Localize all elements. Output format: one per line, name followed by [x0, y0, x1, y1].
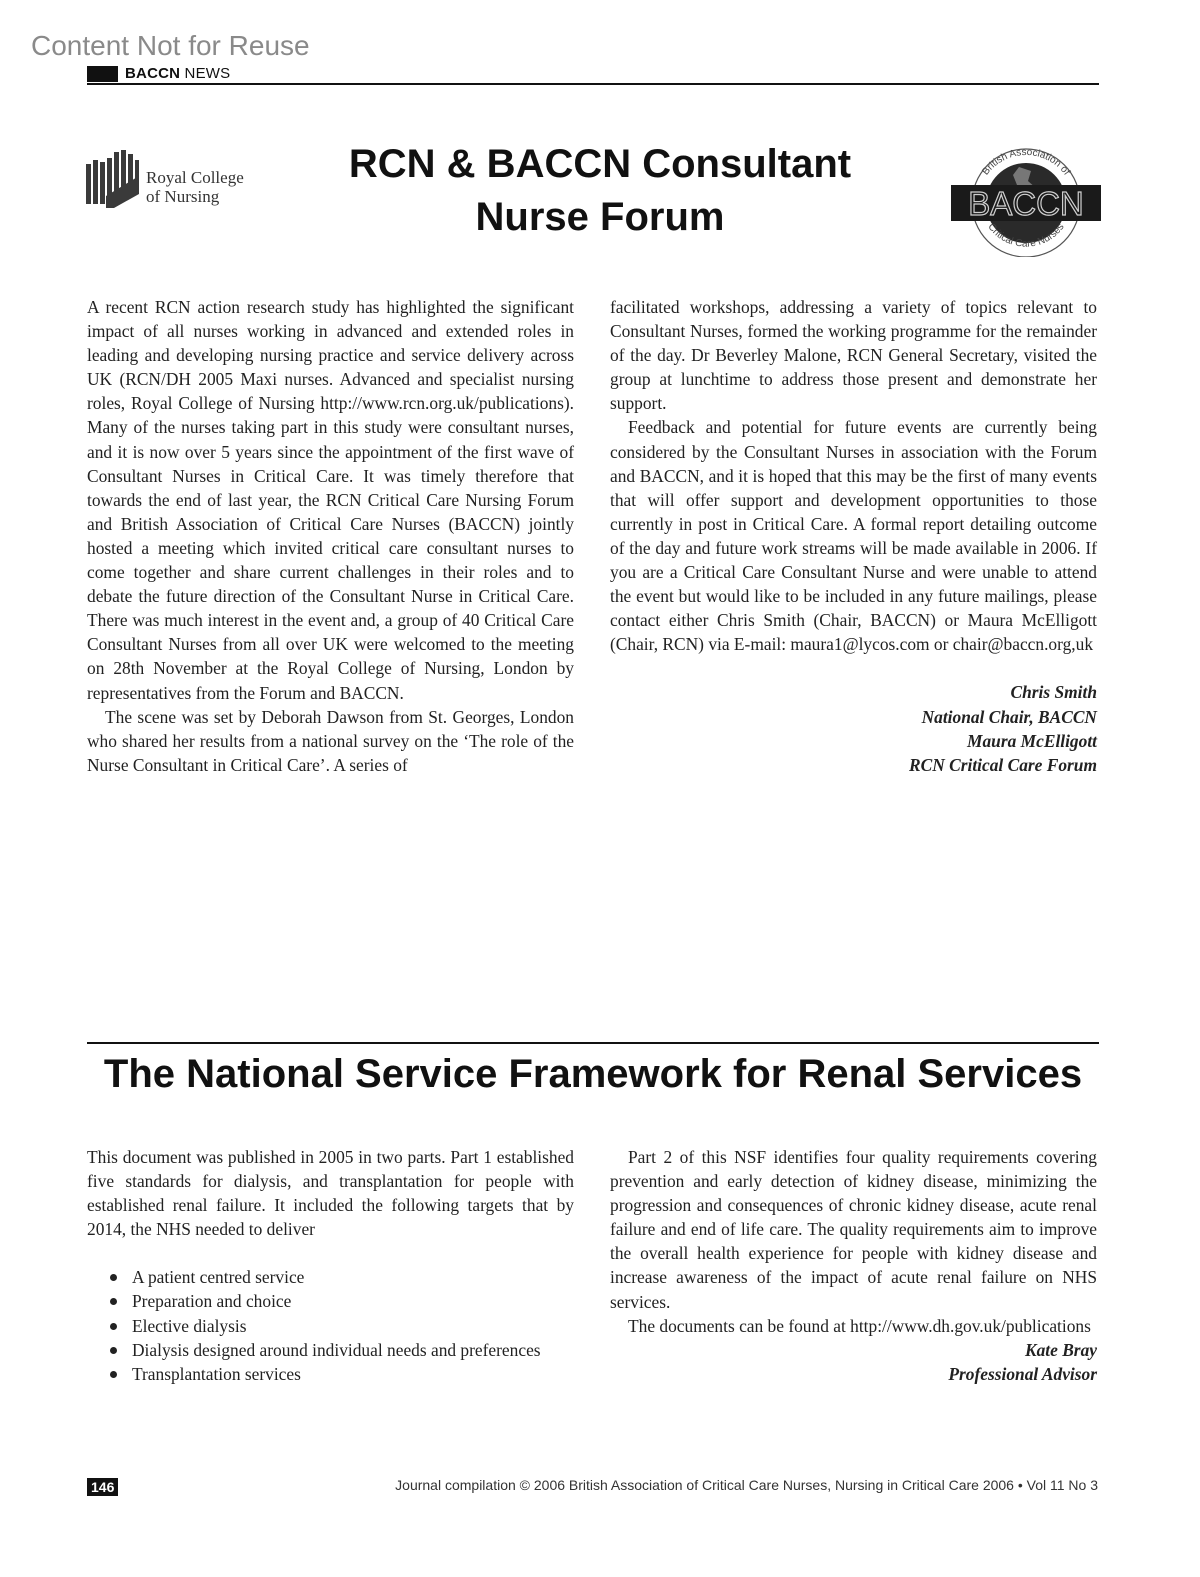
- list-item: A patient centred service: [132, 1265, 574, 1289]
- watermark: Content Not for Reuse: [31, 30, 310, 61]
- rcn-logo-text: Royal College of Nursing: [146, 168, 244, 206]
- article2-column-right: [610, 1145, 1097, 1386]
- paragraph: A recent RCN action research study has highlighted the significant impact of all nurses working in advanced and extended roles in leading and developing nursing practice and service delivery across UK (RCN/DH 2005 Maxi nurses. Advanced and specialist nursing roles, Royal College of Nursing http://www.rcn.org.uk/publications). Many of the nurses taking part in this study were consultant nurses, and it is now over 5 years since the appointment of the first wave of Consultant Nurses in Critical Care. It was timely therefore that towards the end of last year, the RCN Critical Care Nursing Forum and British Association of Critical Care Nurses (BACCN) jointly hosted a meeting which invited critical care consultant nurses to come together and share current challenges in their roles and to debate the future direction of the Consultant Nurse in Critical Care. There was much interest in the event and, a group of 40 Critical Care Consultant Nurses from all over UK were welcomed to the meeting on 28th November at the Royal College of Nursing, London by representatives from the Forum and BACCN.: [87, 297, 574, 703]
- list-item: Preparation and choice: [132, 1289, 574, 1313]
- page-number: 146: [87, 1478, 118, 1496]
- header-marker: [87, 66, 118, 82]
- running-header: [87, 65, 1099, 85]
- article-title-consultant-forum: RCN & BACCN Consultant Nurse Forum: [348, 142, 852, 239]
- rcn-hands-icon: [86, 150, 146, 210]
- paragraph: This document was published in 2005 in two parts. Part 1 established five standards for dialysis, and transplantation for people with established renal failure. It included the following targets that by 2014, the NHS needed to deliver: [87, 1147, 574, 1240]
- paragraph: facilitated workshops, addressing a variety of topics relevant to Consultant Nurses, formed the working programme for the remainder of the day. Dr Beverley Malone, RCN General Secretary, visited the group at lunchtime to address those present and demonstrate her support.: [610, 297, 1097, 414]
- section-label: BACCN NEWS: [125, 65, 231, 82]
- section-divider: [87, 1042, 1099, 1044]
- list-item: Elective dialysis: [132, 1314, 574, 1338]
- baccn-logo: [951, 145, 1101, 257]
- rcn-logo: [86, 150, 246, 210]
- target-list: [87, 1265, 574, 1385]
- paragraph: The scene was set by Deborah Dawson from St. Georges, London who shared her results from a national survey on the ‘The role of the Nurse Consultant in Critical Care’. A series of: [87, 706, 574, 775]
- baccn-acronym: BACCN: [968, 185, 1084, 222]
- author-signature: Chris Smith National Chair, BACCN Maura McElligott RCN Critical Care Forum: [909, 682, 1097, 775]
- list-item: Dialysis designed around individual needs and preferences: [132, 1338, 574, 1362]
- baccn-ring-bottom: Critical Care Nurses: [985, 221, 1067, 250]
- baccn-ring-top: British Association of: [980, 146, 1072, 178]
- paragraph: Feedback and potential for future events are currently being considered by the Consultant Nurses in association with the Forum and BACCN, and it is hoped that this may be the first of many events that will offer support and development opportunities to those currently in post in Critical Care. A formal report detailing outcome of the day and future work streams will be made available in 2006. If you are a Critical Care Consultant Nurse and were unable to attend the event but would like to be included in any future mailings, please contact either Chris Smith (Chair, BACCN) or Maura McElligott (Chair, RCN) via E-mail: maura1@lycos.com or chair@baccn.org,uk: [610, 417, 1097, 655]
- list-item: Transplantation services: [132, 1362, 574, 1386]
- article1-column-left: [87, 295, 574, 777]
- article-title-renal-nsf: The National Service Framework for Renal Services: [103, 1052, 1083, 1096]
- article2-column-left: [87, 1145, 574, 1386]
- article1-column-right: [610, 295, 1097, 777]
- author-signature: Kate Bray Professional Advisor: [948, 1339, 1097, 1384]
- paragraph: Part 2 of this NSF identifies four quality requirements covering prevention and early detection of kidney disease, minimizing the progression and consequences of chronic kidney disease, acute renal failure and end of life care. The quality requirements aim to improve the overall health experience for people with kidney disease and increase awareness of the impact of acute renal failure on NHS services.: [610, 1147, 1097, 1312]
- journal-citation: Journal compilation © 2006 British Association of Critical Care Nurses, Nursing in Critical Care 2006 • Vol 11 No 3: [395, 1477, 1098, 1493]
- paragraph: The documents can be found at http://www.dh.gov.uk/publications: [628, 1315, 1091, 1336]
